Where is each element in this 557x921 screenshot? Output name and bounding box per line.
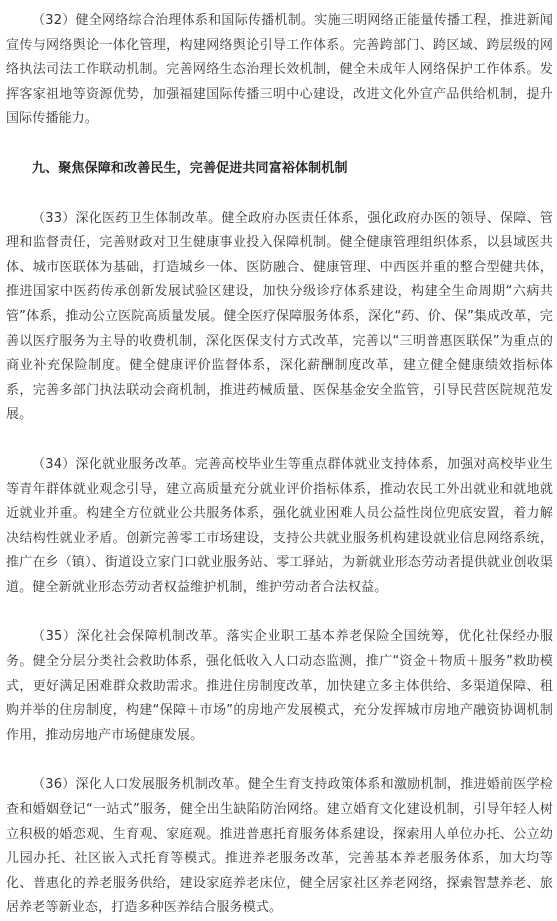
spacer [6,182,553,207]
paragraph-36: （36）深化人口发展服务机制改革。健全生育支持政策体系和激励机制，推进婚前医学检查和婚姻登记“一站式”服务，健全出生缺陷防治网络。建立婚育文化建设机制，引导年轻人树立积极的婚恋观、生育观、家庭观。推进普惠托育服务体系建设，探索用人单位办托、公立幼儿园办托、社区嵌入式托育等模式。推进养老服务改革，完善基本养老服务体系，加大均等化、普惠化的养老服务供给，建设家庭养老床位，健全居家社区养老网络，探索智慧养老、旅居养老等新业态，打造多种医养结合服务模式。 [6,777,553,916]
spacer [6,132,553,157]
section-heading-9: 九、聚焦保障和改善民生，完善促进共同富裕体制机制 [32,160,348,176]
spacer [6,428,553,453]
spacer [6,748,553,773]
paragraph-35: （35）深化社会保障机制改革。落实企业职工基本养老保险全国统筹，优化社保经办服务。健全分层分类社会救助体系，强化低收入人口动态监测，推广“资金＋物质＋服务”救助模式，更好满足困难群众救助需求。推进住房制度改革，加快建立多主体供给、多渠道保障、租购并举的住房制度，构建“保障＋市场”的房地产发展模式，充分发挥城市房地产融资协调机制作用，推动房地产市场健康发展。 [6,629,553,743]
paragraph-32: （32）健全网络综合治理体系和国际传播机制。实施三明网络正能量传播工程，推进新闻宣传与网络舆论一体化管理，构建网络舆论引导工作体系。完善跨部门、跨区域、跨层级的网络执法司法工作联动机制。完善网络生态治理长效机制，健全未成年人网络保护工作体系。发挥客家祖地等资源优势，加强福建国际传播三明中心建设，改进文化外宣产品供给机制，提升国际传播能力。 [6,13,553,127]
spacer [6,600,553,625]
paragraph-34: （34）深化就业服务改革。完善高校毕业生等重点群体就业支持体系，加强对高校毕业生等青年群体就业观念引导，建立高质量充分就业评价指标体系，推动农民工外出就业和就地就近就业并重。构建全方位就业公共服务体系，强化就业困难人员公益性岗位兜底安置，着力解决结构性就业矛盾。创新完善零工市场建设，支持公共就业服务机构建设就业信息网络系统，推广在乡（镇）、街道设立家门口就业服务站、零工驿站，为新就业形态劳动者提供就业创收渠道。健全新就业形态劳动者权益维护机制，维护劳动者合法权益。 [6,456,553,595]
paragraph-33: （33）深化医药卫生体制改革。健全政府办医责任体系，强化政府办医的领导、保障、管理和监督责任，完善财政对卫生健康事业投入保障机制。健全健康管理组织体系，以县域医共体、城市医联体为基础，打造城乡一体、医防融合、健康管理、中西医并重的整合型健共体，推进国家中医药传承创新发展试验区建设，加快分级诊疗体系建设，构建全生命周期“六病共管”体系，推动公立医院高质量发展。健全医疗保障服务体系，深化“药、价、保”集成改革，完善以医疗服务为主导的收费机制，深化医保支付方式改革，完善以“三明普惠医联保”为重点的商业补充保险制度。健全健康评价监督体系，深化薪酬制度改革，建立健全健康绩效指标体系，完善多部门执法联动会商机制，推进药械质量、医保基金安全监管，引导民营医院规范发展。 [6,210,553,423]
